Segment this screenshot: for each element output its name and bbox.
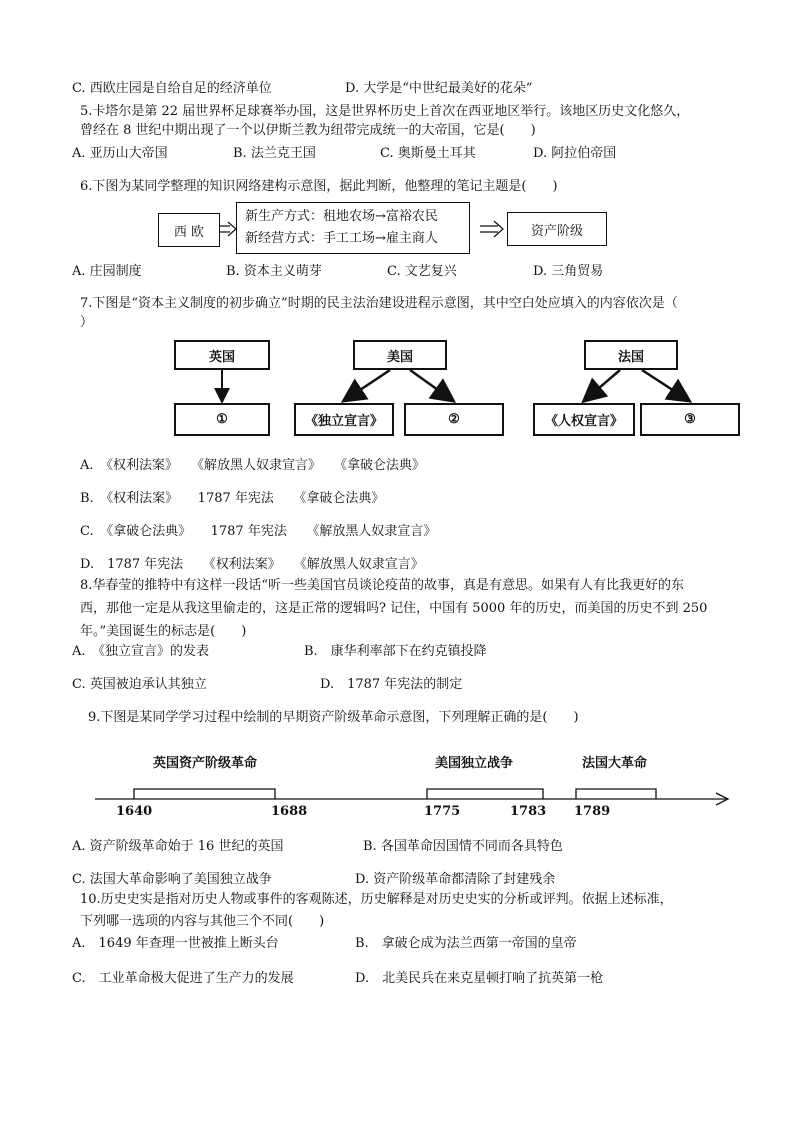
q7-option-a: A. 《权利法案》 《解放黑人奴隶宣言》 《拿破仑法典》 [80,458,426,473]
q9-label-american-war: 美国独立战争 [435,756,514,771]
q7-arrow-usa-left [345,370,390,400]
q7-box-usa: 美国 [353,340,447,370]
q7-option-c: C. 《拿破仑法典》 1787 年宪法 《解放黑人奴隶宣言》 [80,524,437,539]
q9-option-d: D. 资产阶级革命都清除了封建残余 [355,872,556,887]
q10-option-b: B. 拿破仑成为法兰西第一帝国的皇帝 [355,936,577,951]
q7-arrow-france-left [585,370,620,400]
q8-stem-line1: 8.华春莹的推特中有这样一段话“听一些美国官员谈论疫苗的故事，真是有意思。如果有人有比我更好的东 [80,578,685,593]
q8-option-a: A. 《独立宣言》的发表 [72,644,210,659]
q9-year-1640: 1640 [116,804,153,819]
q9-bracket-english-revolution [134,789,275,799]
q7-box-britain: 英国 [174,340,270,370]
q9-bracket-american-war [427,789,543,799]
q8-stem-line2: 西，那他一定是从我这里偷走的，这是正常的逻辑吗? 记住，中国有 5000 年的历史，而美国的历史不到 250 [80,601,708,616]
q6-option-c: C. 文艺复兴 [387,264,457,279]
q7-box-declaration-independence: 《独立宣言》 [294,403,394,436]
q4-option-c: C. 西欧庄园是自给自足的经济单位 [72,81,272,96]
q6-new-production-mode: 新生产方式：租地农场→富裕农民 [245,209,438,224]
q7-box-france: 法国 [584,340,678,370]
q6-option-b: B. 资本主义萌芽 [226,264,322,279]
q9-year-1783: 1783 [510,804,547,819]
q6-double-arrow-1 [220,222,236,236]
q5-stem-line2: 曾经在 8 世纪中期出现了一个以伊斯兰教为纽带完成统一的大帝国，它是( ) [80,123,536,138]
q9-stem: 9.下图是某同学学习过程中绘制的早期资产阶级革命示意图，下列理解正确的是( ) [88,710,579,725]
q10-stem-line2: 下列哪一选项的内容与其他三个不同( ) [80,914,325,929]
q9-option-a: A. 资产阶级革命始于 16 世纪的英国 [72,839,284,854]
q5-stem-line1: 5.卡塔尔是第 22 届世界杯足球赛举办国，这是世界杯历史上首次在西亚地区举行。该地区历史文化悠久， [80,104,690,119]
q6-option-a: A. 庄园制度 [72,264,142,279]
q7-box-declaration-rights: 《人权宣言》 [533,403,635,436]
q10-option-d: D. 北美民兵在来克星顿打响了抗英第一枪 [355,971,604,986]
q9-year-1789: 1789 [574,804,611,819]
q6-double-arrow-2 [480,221,503,237]
q7-arrow-usa-right [410,370,452,400]
q7-arrow-france-right [642,370,688,400]
q8-option-c: C. 英国被迫承认其独立 [72,677,207,692]
q7-option-d: D. 1787 年宪法 《权利法案》 《解放黑人奴隶宣言》 [80,557,424,572]
q9-year-1775: 1775 [424,804,461,819]
q6-stem: 6.下图为某同学整理的知识网络建构示意图，据此判断，他整理的笔记主题是( ) [80,179,558,194]
q6-box-bourgeoisie: 资产阶级 [507,212,607,246]
q9-option-b: B. 各国革命因国情不同而各具特色 [363,839,563,854]
q9-bracket-french-revolution [576,789,656,799]
q5-option-b: B. 法兰克王国 [233,146,316,161]
q10-option-a: A. 1649 年查理一世被推上断头台 [72,936,279,951]
q7-option-b: B. 《权利法案》 1787 年宪法 《拿破仑法典》 [80,491,385,506]
q6-box-west-europe: 西 欧 [158,213,220,247]
q8-stem-line3: 年。”美国诞生的标志是( ) [80,624,247,639]
q7-stem-line1: 7.下图是“资本主义制度的初步确立”时期的民主法治建设进程示意图，其中空白处应填入的内容依次是（ [80,296,678,311]
q9-option-c: C. 法国大革命影响了美国独立战争 [72,872,272,887]
q5-option-c: C. 奥斯曼土耳其 [380,146,476,161]
q5-option-d: D. 阿拉伯帝国 [533,146,617,161]
q9-label-english-revolution: 英国资产阶级革命 [153,756,258,771]
q6-option-d: D. 三角贸易 [533,264,604,279]
q8-option-d: D. 1787 年宪法的制定 [320,677,463,692]
q7-box-blank-1: ① [174,403,270,436]
q8-option-b: B. 康华利率部下在约克镇投降 [304,644,487,659]
q9-label-french-revolution: 法国大革命 [582,756,648,771]
q7-box-blank-2: ② [404,403,504,436]
q5-option-a: A. 亚历山大帝国 [72,146,168,161]
q7-stem-line2: ） [80,315,94,330]
q4-option-d: D. 大学是“中世纪最美好的花朵” [345,81,533,96]
q7-box-blank-3: ③ [640,403,740,436]
q9-year-1688: 1688 [271,804,308,819]
q10-option-c: C. 工业革命极大促进了生产力的发展 [72,971,294,986]
q10-stem-line1: 10.历史史实是指对历史人物或事件的客观陈述，历史解释是对历史史实的分析或评判。依据上述标准， [80,892,673,907]
q6-new-management-mode: 新经营方式：手工工场→雇主商人 [245,231,438,246]
